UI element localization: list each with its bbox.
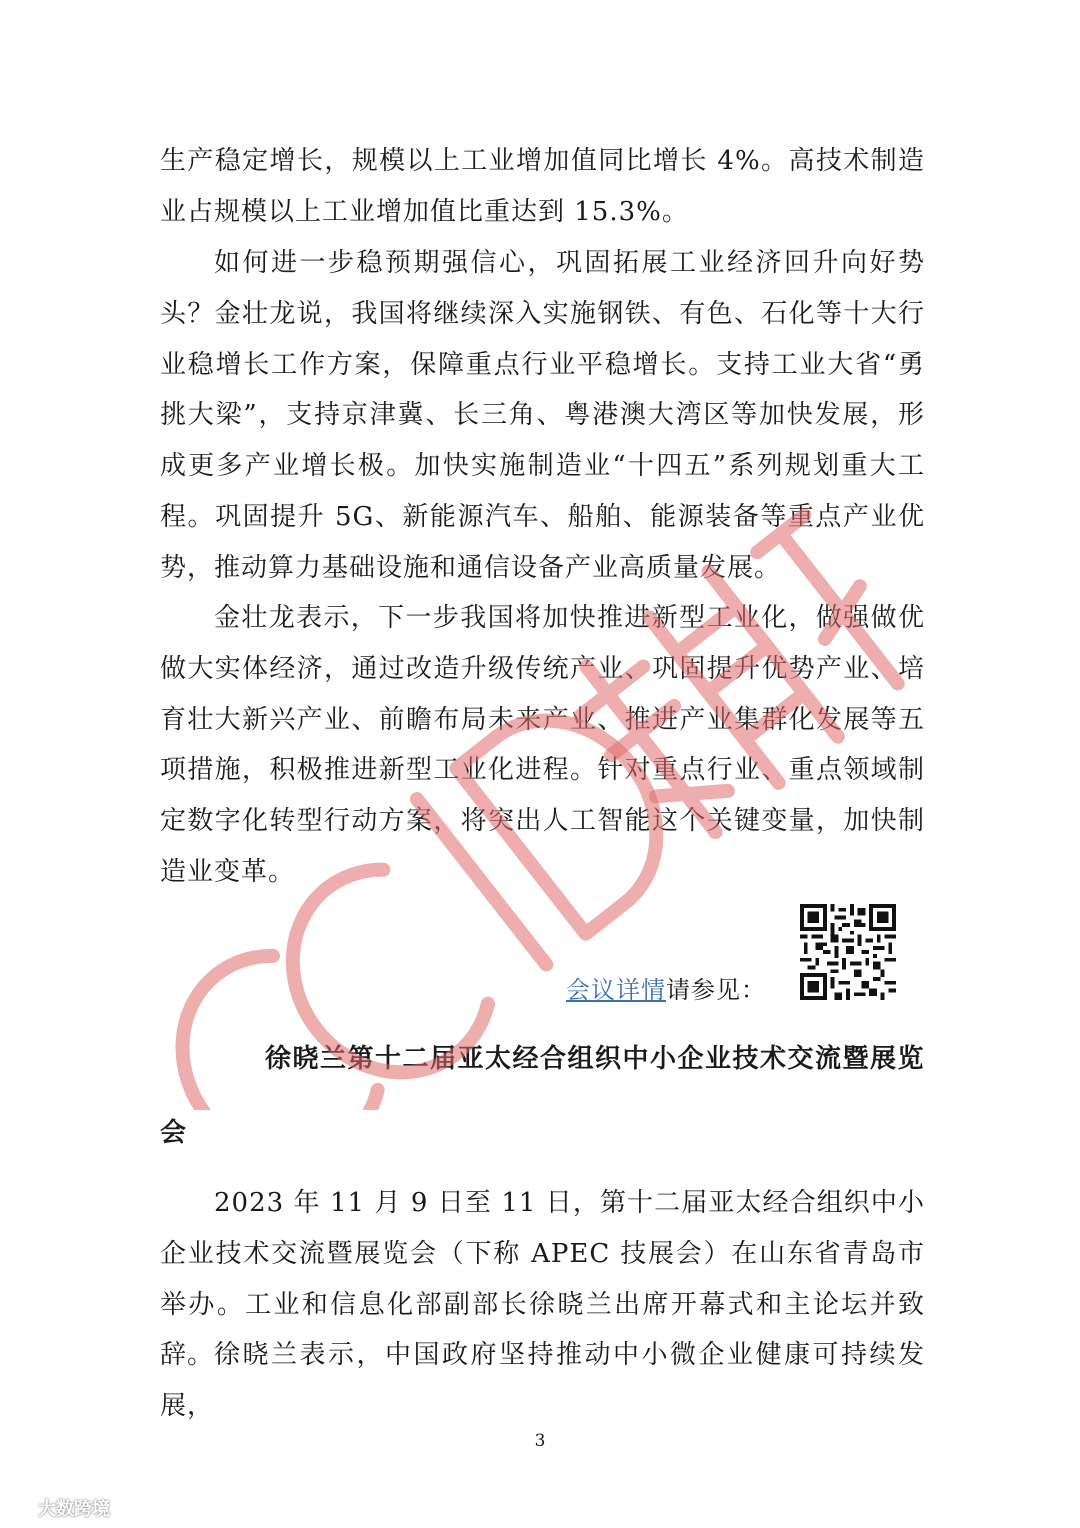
page-number: 3	[534, 1431, 546, 1451]
paragraph-1: 生产稳定增长，规模以上工业增加值同比增长 4%。高技术制造业占规模以上工业增加值比重达到 15.3%。	[160, 146, 925, 227]
article-heading-line-1: 徐晓兰第十二届亚太经合组织中小企业技术交流暨展览	[264, 1044, 925, 1074]
footer-brand-text: 大数跨境	[38, 1499, 110, 1520]
paragraph-4: 2023 年 11 月 9 日至 11 日，第十二届亚太经合组织中小企业技术交流暨展览会（下称 APEC 技展会）在山东省青岛市举办。工业和信息化部副部长徐晓兰出席开幕式和主论坛并致辞。	[160, 1188, 925, 1371]
reference-suffix: 请参见：	[666, 976, 766, 1004]
footer-brand	[8, 1494, 110, 1522]
meeting-details-link[interactable]: 会议详情	[566, 976, 666, 1004]
article-heading-line-2: 会	[160, 1118, 188, 1148]
weibo-logo-icon	[8, 1497, 34, 1519]
qr-code-icon	[800, 904, 896, 1000]
reference-line	[566, 972, 766, 1008]
paragraph-2: 如何进一步稳预期强信心，巩固拓展工业经济回升向好势头？金壮龙说，我国将继续深入实施钢铁、有色、石化等十大行业稳增长工作方案，保障重点行业平稳增长。支持工业大省“勇挑大梁”，支持京津冀、长三角、粤港澳大湾区等加快发展，形成更多产业增长极。加快实施制造业“十四五”系列规划重大工程。巩固提升 5G、新能源汽车、船舶、能源装备等重点产业优势，推动算力基础设施和通信设备产业高质量发展。	[160, 248, 925, 583]
paragraph-5: 徐晓兰表示，中国政府坚持推动中小微企业健康可持续发展，	[160, 1340, 925, 1421]
paragraph-3: 金壮龙表示，下一步我国将加快推进新型工业化，做强做优做大实体经济，通过改造升级传统产业、巩固提升优势产业、培育壮大新兴产业、前瞻布局未来产业、推进产业集群化发展等五项措施，积极推进新型工业化进程。针对重点行业、重点领域制定数字化转型行动方案，将突出人工智能这个关键变量，加快制造业变革。	[160, 603, 925, 887]
